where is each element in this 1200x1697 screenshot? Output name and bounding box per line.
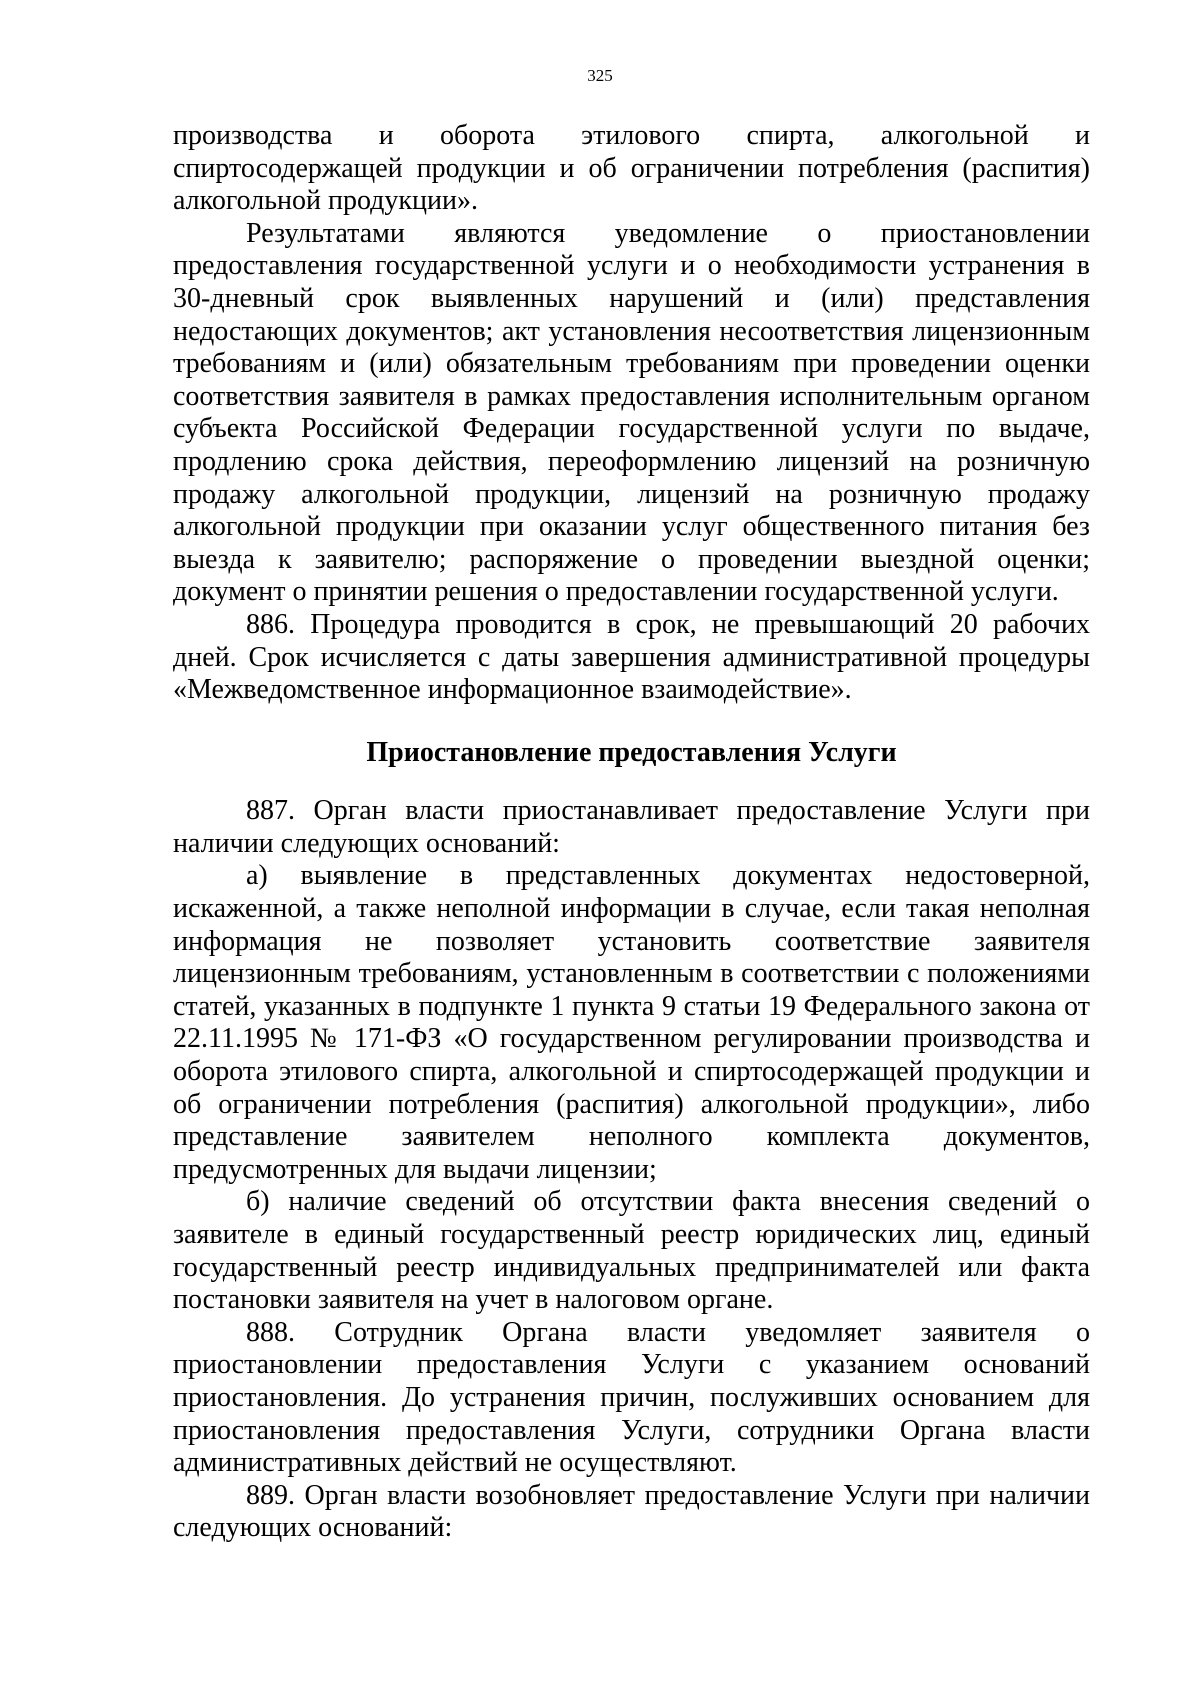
paragraph-887: 887. Орган власти приостанавливает предоставление Услуги при наличии следующих оснований: [173,795,1090,859]
paragraph-887-b: б) наличие сведений об отсутствии факта внесения сведений о заявителе в единый государственный реестр юридических лиц, единый государственный реестр индивидуальных предпринимателей или факта постановки заявителя на учет в налоговом органе. [173,1186,1090,1316]
paragraph-continuation: производства и оборота этилового спирта, алкогольной и спиртосодержащей продукции и об ограничении потребления (распития) алкогольной продукции». [173,120,1090,217]
paragraph-886: 886. Процедура проводится в срок, не превышающий 20 рабочих дней. Срок исчисляется с даты завершения административной процедуры «Межведомственное информационное взаимодействие». [173,608,1090,706]
paragraph-results: Результатами являются уведомление о приостановлении предоставления государственной услуги и о необходимости устранения в 30-дневный срок выявленных нарушений и (или) представления недостающих документов; акт установления несоответствия лицензионным требованиям и (или) обязательным требованиям при проведении оценки соответствия заявителя в рамках предоставления исполнительным органом субъекта Российской Федерации государственной услуги по выдаче, продлению срока действия, переоформлению лицензий на розничную продажу алкогольной продукции, лицензий на розничную продажу алкогольной продукции при оказании услуг общественного питания без выезда к заявителю; распоряжение о проведении выездной оценки; документ о принятии решения о предоставлении государственной услуги. [173,217,1090,608]
paragraph-887-a: а) выявление в представленных документах недостоверной, искаженной, а также неполной информации в случае, если такая неполная информация не позволяет установить соответствие заявителя лицензионным требованиям, установленным в соответствии с положениями статей, указанных в подпункте 1 пункта 9 статьи 19 Федерального закона от 22.11.1995 № 171-ФЗ «О государственном регулировании производства и оборота этилового спирта, алкогольной и спиртосодержащей продукции и об ограничении потребления (распития) алкогольной продукции», либо представление заявителем неполного комплекта документов, предусмотренных для выдачи лицензии; [173,860,1090,1185]
section-heading: Приостановление предоставления Услуги [366,736,897,768]
paragraph-889: 889. Орган власти возобновляет предоставление Услуги при наличии следующих оснований: [173,1479,1090,1544]
document-body [173,120,1090,1545]
paragraph-888: 888. Сотрудник Органа власти уведомляет заявителя о приостановлении предоставления Услуги с указанием оснований приостановления. До устранения причин, послуживших основанием для приостановления предоставления Услуги, сотрудники Органа власти административных действий не осуществляют. [173,1316,1090,1479]
page-number: 325 [587,66,613,85]
